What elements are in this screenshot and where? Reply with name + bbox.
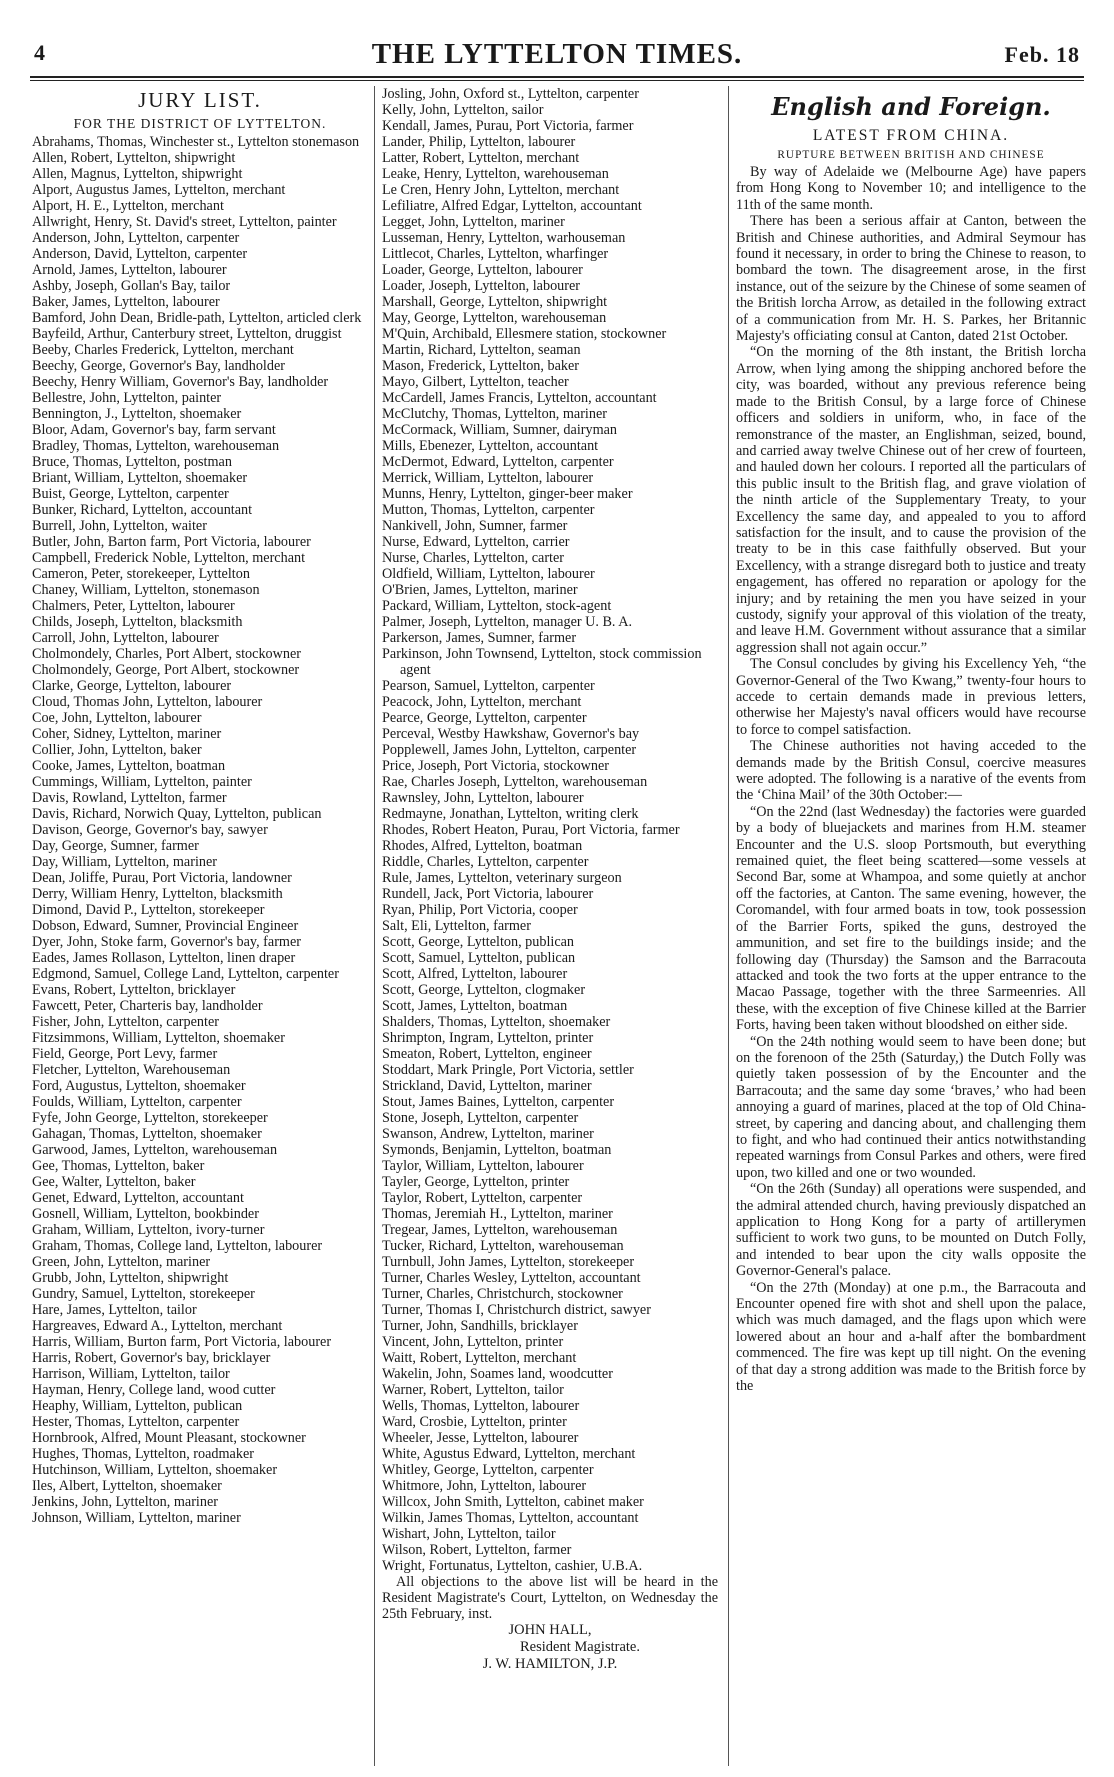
jury-entry: Taylor, William, Lyttelton, labourer [382,1158,584,1174]
jury-entry: Davis, Rowland, Lyttelton, farmer [32,790,227,806]
jury-entry: Fletcher, Lyttelton, Warehouseman [32,1062,231,1078]
objection-notice: All objections to the above list will be heard in the Resident Magistrate's Court, Lyttelton, on Wednesday the 25th February, inst. [382,1574,718,1622]
jury-entry: Peacock, John, Lyttelton, merchant [382,694,582,710]
article-paragraph: “On the 24th nothing would seem to have been done; but on the forenoon of the 25th (Saturday,) the Dutch Folly was quietly taken possession of by the Encounter and the Barracouta; and the same day some ‘braves,’ who had been annoying a guard of marines, placed at the top of Old China-street, by capering and dancing about, and challenging them to fight, and who had continued their antics notwithstanding repeated warnings from Consul Parkes and others, were fired upon, two killed and one or two wounded. [736,1033,1086,1181]
jury-entry: Turner, Charles Wesley, Lyttelton, accountant [382,1270,641,1286]
jury-entry: Tucker, Richard, Lyttelton, warehouseman [382,1238,624,1254]
jury-entry: Foulds, William, Lyttelton, carpenter [32,1094,242,1110]
jury-entry: Scott, Alfred, Lyttelton, labourer [382,966,568,982]
jury-entry: Bennington, J., Lyttelton, shoemaker [32,406,242,422]
jury-entry: Beeby, Charles Frederick, Lyttelton, merchant [32,342,294,358]
jury-entry: Cummings, William, Lyttelton, painter [32,774,252,790]
signature-second: J. W. HAMILTON, J.P. [482,1656,618,1672]
jury-entry: Le Cren, Henry John, Lyttelton, merchant [382,182,620,198]
jury-entry: Day, George, Sumner, farmer [32,838,199,854]
jury-entry: Bruce, Thomas, Lyttelton, postman [32,454,232,470]
jury-entry: Stoddart, Mark Pringle, Port Victoria, settler [382,1062,634,1078]
jury-entry: Loader, Joseph, Lyttelton, labourer [382,278,581,294]
jury-entry: Johnson, William, Lyttelton, mariner [32,1510,241,1526]
jury-entry: Dimond, David P., Lyttelton, storekeeper [32,902,265,918]
jury-entry: Evans, Robert, Lyttelton, bricklayer [32,982,236,998]
jury-entry: Scott, Samuel, Lyttelton, publican [382,950,576,966]
jury-entry: Shrimpton, Ingram, Lyttelton, printer [382,1030,594,1046]
jury-entry: Kendall, James, Purau, Port Victoria, farmer [382,118,634,134]
jury-entry: Turner, John, Sandhills, bricklayer [382,1318,578,1334]
jury-entry: Dobson, Edward, Sumner, Provincial Engineer [32,918,299,934]
jury-entry: May, George, Lyttelton, warehouseman [382,310,607,326]
jury-entry: Wilson, Robert, Lyttelton, farmer [382,1542,572,1558]
jury-entry: Rhodes, Robert Heaton, Purau, Port Victoria, farmer [382,822,680,838]
jury-entry: Mutton, Thomas, Lyttelton, carpenter [382,502,595,518]
jury-entry: Ford, Augustus, Lyttelton, shoemaker [32,1078,246,1094]
article-paragraph: “On the 27th (Monday) at one p.m., the Barracouta and Encounter opened fire with shot and shell upon the palace, which was much damaged, and the flags upon which were lowered about an hour and a-half after the bombardment commenced. The fire was kept up till night. On the evening of that day a strong addition was made to the British force by the [736,1279,1086,1395]
jury-entry: Buist, George, Lyttelton, carpenter [32,486,229,502]
jury-entry: Leake, Henry, Lyttelton, warehouseman [382,166,609,182]
jury-entry: Harrison, William, Lyttelton, tailor [32,1366,230,1382]
jury-entry: Rae, Charles Joseph, Lyttelton, warehouseman [382,774,648,790]
jury-entry: Wilkin, James Thomas, Lyttelton, accountant [382,1510,639,1526]
jury-entry: Genet, Edward, Lyttelton, accountant [32,1190,244,1206]
jury-entry: Graham, William, Lyttelton, ivory-turner [32,1222,265,1238]
jury-entry: Willcox, John Smith, Lyttelton, cabinet maker [382,1494,644,1510]
jury-entry: Hornbrook, Alfred, Mount Pleasant, stockowner [32,1430,306,1446]
jury-entry: White, Agustus Edward, Lyttelton, merchant [382,1446,636,1462]
jury-entry: Palmer, Joseph, Lyttelton, manager U. B. A. [382,614,633,630]
jury-entry: Bayfeild, Arthur, Canterbury street, Lyttelton, druggist [32,326,342,342]
jury-entry: Martin, Richard, Lyttelton, seaman [382,342,581,358]
jury-entry: Symonds, Benjamin, Lyttelton, boatman [382,1142,612,1158]
jury-entry: Turner, Charles, Christchurch, stockowner [382,1286,623,1302]
jury-entry: Hargreaves, Edward A., Lyttelton, merchant [32,1318,283,1334]
masthead [30,34,1084,76]
jury-list-entries [32,134,368,1526]
jury-entry: McDermot, Edward, Lyttelton, carpenter [382,454,614,470]
jury-entry: Fisher, John, Lyttelton, carpenter [32,1014,219,1030]
jury-entry: Bradley, Thomas, Lyttelton, warehouseman [32,438,280,454]
jury-entry: Green, John, Lyttelton, mariner [32,1254,211,1270]
jury-entry: Anderson, John, Lyttelton, carpenter [32,230,240,246]
jury-list-title: JURY LIST. [138,88,262,112]
jury-entry: Baker, James, Lyttelton, labourer [32,294,220,310]
jury-entry: Cholmondely, Charles, Port Albert, stockowner [32,646,301,662]
jury-entry: Swanson, Andrew, Lyttelton, mariner [382,1126,594,1142]
jury-entry: Pearson, Samuel, Lyttelton, carpenter [382,678,595,694]
jury-entry: Wheeler, Jesse, Lyttelton, labourer [382,1430,579,1446]
jury-entry: Derry, William Henry, Lyttelton, blacksmith [32,886,283,902]
jury-entry: Gee, Thomas, Lyttelton, baker [32,1158,205,1174]
jury-entry: Lefiliatre, Alfred Edgar, Lyttelton, accountant [382,198,642,214]
jury-entry: Burrell, John, Lyttelton, waiter [32,518,207,534]
jury-entry: Davis, Richard, Norwich Quay, Lyttelton, publican [32,806,322,822]
jury-entry: Latter, Robert, Lyttelton, merchant [382,150,580,166]
jury-entry: Tregear, James, Lyttelton, warehouseman [382,1222,618,1238]
jury-entry: Day, William, Lyttelton, mariner [32,854,218,870]
jury-entry: Allen, Robert, Lyttelton, shipwright [32,150,236,166]
jury-entry: Cholmondely, George, Port Albert, stockowner [32,662,300,678]
jury-entry: Scott, James, Lyttelton, boatman [382,998,568,1014]
jury-entry: Harris, William, Burton farm, Port Victoria, labourer [32,1334,332,1350]
section-title: English and Foreign. [771,92,1051,121]
jury-entry: Whitley, George, Lyttelton, carpenter [382,1462,594,1478]
jury-entry: Nurse, Edward, Lyttelton, carrier [382,534,570,550]
jury-entry: Wright, Fortunatus, Lyttelton, cashier, U.B.A. [382,1558,643,1574]
jury-list-entries [382,86,718,1574]
jury-entry: Merrick, William, Lyttelton, labourer [382,470,594,486]
jury-entry: Ashby, Joseph, Gollan's Bay, tailor [32,278,231,294]
jury-entry: Campbell, Frederick Noble, Lyttelton, merchant [32,550,306,566]
jury-entry: Littlecot, Charles, Lyttelton, wharfinger [382,246,609,262]
jury-entry: Hughes, Thomas, Lyttelton, roadmaker [32,1446,254,1462]
jury-entry: Rhodes, Alfred, Lyttelton, boatman [382,838,583,854]
article-subheadline: RUPTURE BETWEEN BRITISH AND CHINESE [777,149,1045,161]
jury-entry: Alport, H. E., Lyttelton, merchant [32,198,224,214]
jury-entry: Whitmore, John, Lyttelton, labourer [382,1478,587,1494]
jury-entry: Iles, Albert, Lyttelton, shoemaker [32,1478,222,1494]
jury-entry: Riddle, Charles, Lyttelton, carpenter [382,854,589,870]
article-paragraph: There has been a serious affair at Canton, between the British and Chinese authorities, and Admiral Seymour has found it necessary, in order to bring the Chinese to reason, to bombard the town. The disagreement arose, in the first instance, out of the seizure by the Chinese of some seamen of the British lorcha Arrow, as detailed in the following extract of a communication from Mr. H. S. Parkes, her Britannic Majesty's officiating consul at Canton, dated 21st October. [736,213,1086,345]
jury-entry: Beechy, Henry William, Governor's Bay, landholder [32,374,329,390]
jury-entry: Garwood, James, Lyttelton, warehouseman [32,1142,278,1158]
jury-entry: Thomas, Jeremiah H., Lyttelton, mariner [382,1206,613,1222]
jury-entry: Allen, Magnus, Lyttelton, shipwright [32,166,243,182]
signature-title: Resident Magistrate. [519,1639,640,1655]
jury-entry: Cooke, James, Lyttelton, boatman [32,758,226,774]
jury-entry: Fitzsimmons, William, Lyttelton, shoemaker [32,1030,285,1046]
jury-entry: Gahagan, Thomas, Lyttelton, shoemaker [32,1126,262,1142]
signature-name: JOHN HALL, [508,1622,592,1638]
jury-entry: Perceval, Westby Hawkshaw, Governor's bay [382,726,640,742]
jury-entry: Rule, James, Lyttelton, veterinary surgeon [382,870,622,886]
jury-entry: Fawcett, Peter, Charteris bay, landholder [32,998,263,1014]
header-rule-thin [30,80,1084,81]
jury-entry: Mayo, Gilbert, Lyttelton, teacher [382,374,569,390]
column-divider [374,86,375,1766]
jury-entry: McCormack, William, Sumner, dairyman [382,422,618,438]
jury-entry: Legget, John, Lyttelton, mariner [382,214,565,230]
jury-list-subtitle: FOR THE DISTRICT OF LYTTELTON. [73,116,327,131]
article-paragraph: “On the 26th (Sunday) all operations were suspended, and the admiral attended church, having previously dispatched an application to Hong Kong for a party of artillerymen sufficient to work two guns, to be mounted on Dutch Folly, and intended to bear upon the city walls opposite the Governor-General's palace. [736,1181,1086,1280]
jury-entry: Hester, Thomas, Lyttelton, carpenter [32,1414,240,1430]
jury-entry: Cameron, Peter, storekeeper, Lyttelton [32,566,250,582]
jury-entry: Oldfield, William, Lyttelton, labourer [382,566,595,582]
jury-entry: Bloor, Adam, Governor's bay, farm servant [32,422,276,438]
article-headline: LATEST FROM CHINA. [812,127,1010,144]
jury-entry: Loader, George, Lyttelton, labourer [382,262,583,278]
article-paragraph: “On the morning of the 8th instant, the British lorcha Arrow, when lying among the shipping anchored before the city, was boarded, without any previous reference being made to the British Consul, by a large force of Chinese officers and soldiers in uniform, who, in face of the remonstrance of the master, an Englishman, seized, bound, and carried away twelve Chinese out of her crew of fourteen, and hauled down her colours. I reported all the particulars of this public insult to the British flag, and grave violation of the ninth article of the Supplementary Treaty, to your Excellency the same day, and appealed to you to afford satisfaction for the insult, and to cause the provision of the treaty to be in this case faithfully observed. But your Excellency, with a strange disregard both to justice and treaty engagement, has offered no reparation or apology for the injury; and by retaining the men you have seized in your custody, signify your approval of this violation of the treaty, and leave H.M. Government without assurance that a similar aggression shall not again occur.” [736,344,1086,656]
jury-entry: Arnold, James, Lyttelton, labourer [32,262,227,278]
jury-entry: Wishart, John, Lyttelton, tailor [382,1526,556,1542]
jury-entry: Edgmond, Samuel, College Land, Lyttelton, carpenter [32,966,339,982]
jury-entry: Harris, Robert, Governor's bay, bricklayer [32,1350,271,1366]
jury-entry: McClutchy, Thomas, Lyttelton, mariner [382,406,607,422]
jury-entry: M'Quin, Archibald, Ellesmere station, stockowner [382,326,667,342]
jury-entry: Coher, Sidney, Lyttelton, mariner [32,726,222,742]
jury-entry: Mason, Frederick, Lyttelton, baker [382,358,579,374]
jury-entry: Hayman, Henry, College land, wood cutter [32,1382,276,1398]
jury-entry: Hare, James, Lyttelton, tailor [32,1302,197,1318]
jury-entry: Shalders, Thomas, Lyttelton, shoemaker [382,1014,611,1030]
jury-entry: Abrahams, Thomas, Winchester st., Lyttelton stonemason [32,134,360,150]
page-number: 4 [34,40,45,65]
jury-entry: Rawnsley, John, Lyttelton, labourer [382,790,584,806]
jury-entry: Ryan, Philip, Port Victoria, cooper [382,902,578,918]
jury-entry: Tayler, George, Lyttelton, printer [382,1174,570,1190]
jury-entry: Nankivell, John, Sumner, farmer [382,518,568,534]
jury-entry: Vincent, John, Lyttelton, printer [382,1334,564,1350]
jury-entry: Carroll, John, Lyttelton, labourer [32,630,219,646]
jury-entry: Fyfe, John George, Lyttelton, storekeeper [32,1110,268,1126]
jury-entry: Gosnell, William, Lyttelton, bookbinder [32,1206,259,1222]
jury-entry: Lusseman, Henry, Lyttelton, warhouseman [382,230,626,246]
jury-entry: Taylor, Robert, Lyttelton, carpenter [382,1190,583,1206]
column-divider [728,86,729,1766]
jury-entry: Collier, John, Lyttelton, baker [32,742,202,758]
jury-entry: Rundell, Jack, Port Victoria, labourer [382,886,594,902]
article-body [736,164,1086,1394]
jury-entry: Parkerson, James, Sumner, farmer [382,630,577,646]
jury-entry: Strickland, David, Lyttelton, mariner [382,1078,592,1094]
jury-entry: Redmayne, Jonathan, Lyttelton, writing clerk [382,806,639,822]
jury-entry: Smeaton, Robert, Lyttelton, engineer [382,1046,592,1062]
jury-entry: Pearce, George, Lyttelton, carpenter [382,710,587,726]
jury-entry: Jenkins, John, Lyttelton, mariner [32,1494,218,1510]
jury-entry: Coe, John, Lyttelton, labourer [32,710,202,726]
jury-entry: Marshall, George, Lyttelton, shipwright [382,294,608,310]
jury-entry: Cloud, Thomas John, Lyttelton, labourer [32,694,263,710]
jury-entry: Graham, Thomas, College land, Lyttelton, labourer [32,1238,323,1254]
jury-entry: Hutchinson, William, Lyttelton, shoemaker [32,1462,278,1478]
jury-entry: Bellestre, John, Lyttelton, painter [32,390,222,406]
jury-entry: Josling, John, Oxford st., Lyttelton, carpenter [382,86,639,102]
jury-entry: Field, George, Port Levy, farmer [32,1046,218,1062]
jury-entry: Ward, Crosbie, Lyttelton, printer [382,1414,567,1430]
jury-entry: Butler, John, Barton farm, Port Victoria, labourer [32,534,311,550]
jury-entry: Price, Joseph, Port Victoria, stockowner [382,758,610,774]
jury-entry: Popplewell, James John, Lyttelton, carpenter [382,742,637,758]
jury-entry: Parkinson, John Townsend, Lyttelton, stock commission agent [382,646,702,678]
jury-entry: McCardell, James Francis, Lyttelton, accountant [382,390,657,406]
jury-list-column-1 [32,86,368,1766]
jury-entry: Allwright, Henry, St. David's street, Lyttelton, painter [32,214,337,230]
jury-entry: Mills, Ebenezer, Lyttelton, accountant [382,438,599,454]
jury-entry: Anderson, David, Lyttelton, carpenter [32,246,248,262]
jury-entry: Dyer, John, Stoke farm, Governor's bay, farmer [32,934,301,950]
jury-entry: Salt, Eli, Lyttelton, farmer [382,918,531,934]
jury-entry: Packard, William, Lyttelton, stock-agent [382,598,612,614]
jury-entry: Eades, James Rollason, Lyttelton, linen draper [32,950,296,966]
jury-entry: Alport, Augustus James, Lyttelton, merchant [32,182,286,198]
jury-entry: Stout, James Baines, Lyttelton, carpenter [382,1094,615,1110]
jury-entry: Grubb, John, Lyttelton, shipwright [32,1270,229,1286]
newspaper-title: THE LYTTELTON TIMES. [371,38,743,70]
article-paragraph: By way of Adelaide we (Melbourne Age) have papers from Hong Kong to November 10; and intelligence to the 11th of the same month. [736,164,1086,213]
jury-entry: Scott, George, Lyttelton, publican [382,934,575,950]
article-paragraph: “On the 22nd (last Wednesday) the factories were guarded by a body of bluejackets and marines from H.M. steamer Encounter and the U.S. sloop Portsmouth, but everything remained quiet, the fleet being scattered—some vessels at Second Bar, some at Whampoa, and some quietly at anchor off the factories, at Canton. The same evening, however, the Coromandel, with four armed boats in tow, took possession of the Barrier Forts, spiked the guns, destroyed the ammunition, and set fire to the buildings inside; and the following day (Thursday) the Samson and the Barracouta attacked and took the two forts at the upper entrance to the Macao Passage, together with the three Sarmeenries. All these, with the exception of five Chinese killed at the Barrier Forts, having been taken without bloodshed on either side. [736,803,1086,1034]
jury-entry: Stone, Joseph, Lyttelton, carpenter [382,1110,579,1126]
jury-entry: Gee, Walter, Lyttelton, baker [32,1174,196,1190]
jury-entry: Heaphy, William, Lyttelton, publican [32,1398,243,1414]
jury-entry: Briant, William, Lyttelton, shoemaker [32,470,248,486]
jury-entry: Childs, Joseph, Lyttelton, blacksmith [32,614,243,630]
jury-entry: Wells, Thomas, Lyttelton, labourer [382,1398,580,1414]
jury-entry: Lander, Philip, Lyttelton, labourer [382,134,576,150]
jury-entry: Dean, Joliffe, Purau, Port Victoria, landowner [32,870,292,886]
jury-entry: Wakelin, John, Soames land, woodcutter [382,1366,613,1382]
jury-entry: Beechy, George, Governor's Bay, landholder [32,358,285,374]
jury-entry: Chalmers, Peter, Lyttelton, labourer [32,598,235,614]
jury-entry: Davison, George, Governor's bay, sawyer [32,822,268,838]
jury-entry: Turner, Thomas I, Christchurch district, sawyer [382,1302,651,1318]
jury-entry: Turnbull, John James, Lyttelton, storekeeper [382,1254,635,1270]
jury-entry: O'Brien, James, Lyttelton, mariner [382,582,578,598]
article-paragraph: The Chinese authorities not having acceded to the demands made by the British Consul, coercive measures were adopted. The following is a narative of the events from the ‘China Mail’ of the 30th October:— [736,738,1086,804]
jury-entry: Gundry, Samuel, Lyttelton, storekeeper [32,1286,255,1302]
jury-entry: Nurse, Charles, Lyttelton, carter [382,550,565,566]
jury-entry: Munns, Henry, Lyttelton, ginger-beer maker [382,486,633,502]
jury-entry: Waitt, Robert, Lyttelton, merchant [382,1350,577,1366]
jury-entry: Chaney, William, Lyttelton, stonemason [32,582,260,598]
jury-entry: Bamford, John Dean, Bridle-path, Lyttelton, articled clerk [32,310,362,326]
issue-date: Feb. 18 [1004,42,1080,67]
jury-list-column-2 [382,86,718,1766]
article-paragraph: The Consul concludes by giving his Excellency Yeh, “the Governor-General of the Two Kwang,” twenty-four hours to accede to certain demands made in previous letters, otherwise her Majesty's naval officers would have recourse to force to compel satisfaction. [736,656,1086,738]
jury-entry: Warner, Robert, Lyttelton, tailor [382,1382,564,1398]
jury-entry: Scott, George, Lyttelton, clogmaker [382,982,586,998]
news-column [736,86,1086,1766]
header-rule [30,76,1084,78]
jury-entry: Kelly, John, Lyttelton, sailor [382,102,544,118]
jury-entry: Bunker, Richard, Lyttelton, accountant [32,502,253,518]
jury-entry: Clarke, George, Lyttelton, labourer [32,678,232,694]
